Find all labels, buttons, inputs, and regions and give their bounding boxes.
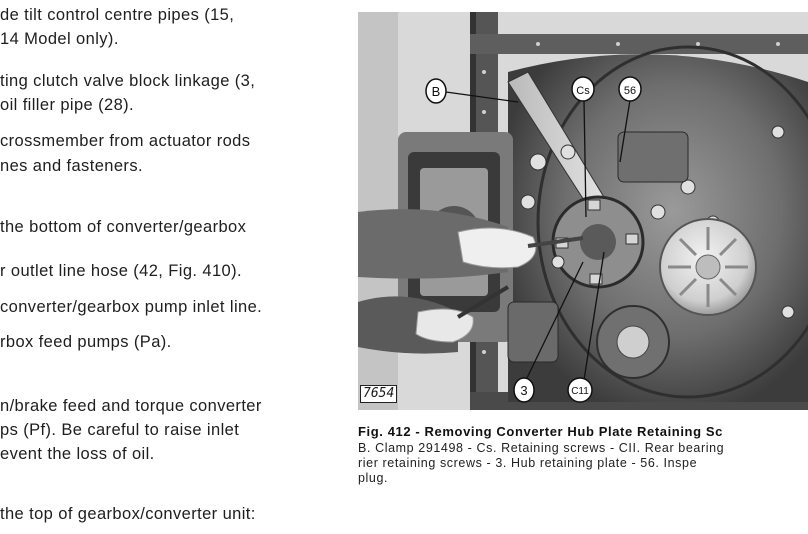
caption-line: plug. (358, 471, 389, 485)
caption-title: Fig. 412 - Removing Converter Hub Plate Retaining Sc (358, 424, 723, 439)
text-line: r outlet line hose (42, Fig. 410). (0, 262, 242, 280)
callout-cs (572, 77, 594, 101)
text-line: de tilt control centre pipes (15, (0, 6, 235, 24)
svg-text:3: 3 (520, 383, 528, 398)
svg-text:56: 56 (623, 85, 637, 97)
figure-caption (358, 424, 808, 486)
figure-number: 7654 (360, 385, 397, 403)
text-line: the bottom of converter/gearbox (0, 218, 247, 236)
text-line: ps (Pf). Be careful to raise inlet (0, 421, 240, 439)
text-line: oil filler pipe (28). (0, 96, 135, 114)
text-line: 14 Model only). (0, 30, 119, 48)
text-line: n/brake feed and torque converter (0, 397, 262, 415)
caption-line: rier retaining screws - 3. Hub retaining plate - 56. Inspe (358, 456, 698, 470)
text-line: rbox feed pumps (Pa). (0, 333, 172, 351)
callout-c11 (568, 378, 592, 402)
callout-3 (514, 378, 534, 402)
callout-56 (619, 77, 641, 101)
caption-body (358, 441, 808, 486)
figure-photo (358, 12, 808, 410)
svg-text:C11: C11 (571, 386, 589, 397)
text-line: event the loss of oil. (0, 445, 155, 463)
svg-text:Cs: Cs (576, 85, 590, 97)
callout-b (426, 79, 446, 103)
text-line: ting clutch valve block linkage (3, (0, 72, 256, 90)
text-line: the top of gearbox/converter unit: (0, 505, 256, 523)
text-line: crossmember from actuator rods (0, 132, 251, 150)
caption-line: B. Clamp 291498 - Cs. Retaining screws - CII. Rear bearing (358, 441, 725, 455)
transmission-photo (358, 12, 808, 410)
svg-text:B: B (431, 84, 441, 99)
text-line: nes and fasteners. (0, 157, 143, 175)
body-text-column (0, 0, 340, 534)
text-line: converter/gearbox pump inlet line. (0, 298, 263, 316)
